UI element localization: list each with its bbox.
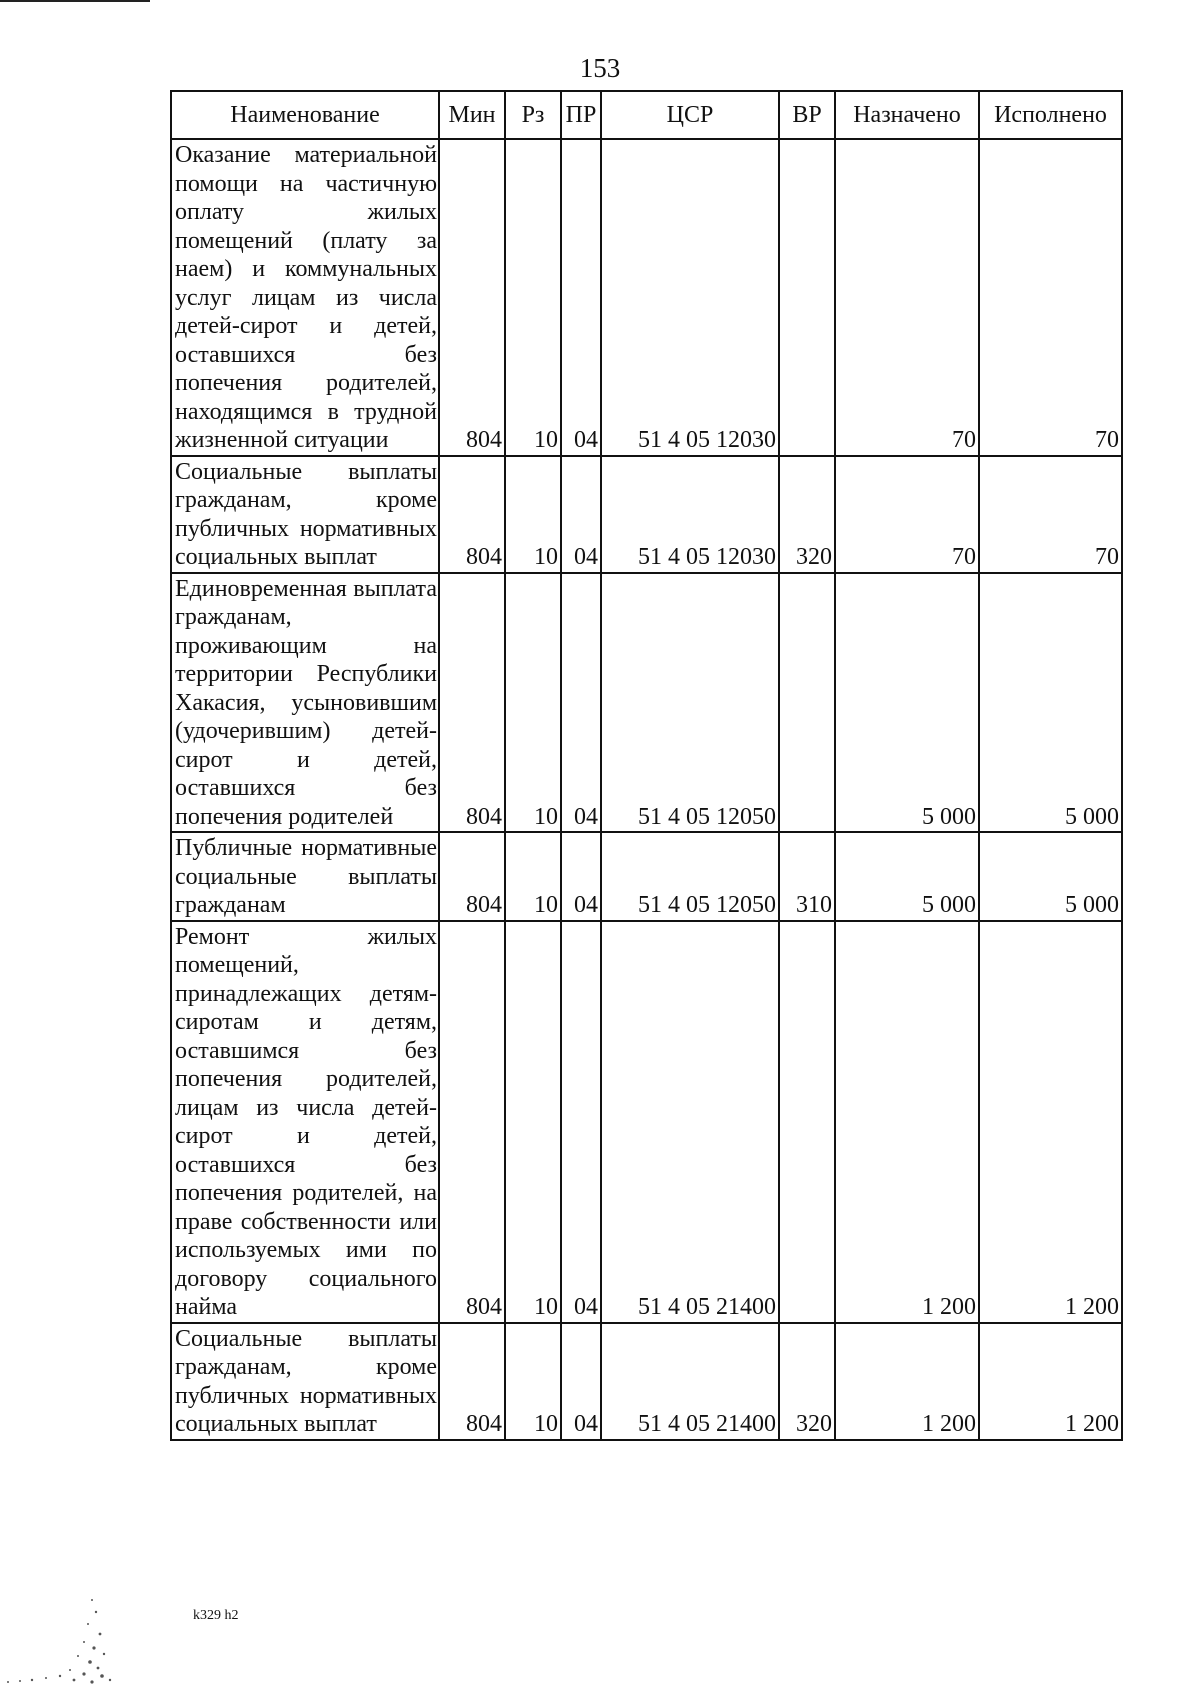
row-executed: 5 000 bbox=[979, 832, 1122, 921]
row-vr: 310 bbox=[779, 832, 835, 921]
row-min: 804 bbox=[439, 921, 505, 1323]
table-row bbox=[171, 139, 1122, 456]
row-vr: 320 bbox=[779, 1323, 835, 1440]
header-pr: ПР bbox=[561, 91, 601, 139]
row-pr: 04 bbox=[561, 832, 601, 921]
table-row bbox=[171, 921, 1122, 1323]
table-row bbox=[171, 1323, 1122, 1440]
row-executed: 70 bbox=[979, 456, 1122, 573]
row-rz: 10 bbox=[505, 139, 561, 456]
page-number: 153 bbox=[579, 53, 621, 83]
scan-noise-speckles bbox=[0, 1590, 130, 1686]
row-name: Социальные выплаты гражданам, кроме публичных нормативных социальных выплат bbox=[171, 1323, 439, 1440]
row-assigned: 1 200 bbox=[835, 921, 979, 1323]
row-assigned: 1 200 bbox=[835, 1323, 979, 1440]
table-row bbox=[171, 832, 1122, 921]
header-vr: ВР bbox=[779, 91, 835, 139]
row-vr bbox=[779, 921, 835, 1323]
row-name: Публичные нормативные социальные выплаты гражданам bbox=[171, 832, 439, 921]
row-vr bbox=[779, 573, 835, 833]
row-executed: 70 bbox=[979, 139, 1122, 456]
row-csr: 51 4 05 12030 bbox=[601, 139, 779, 456]
row-assigned: 5 000 bbox=[835, 573, 979, 833]
row-name: Оказание материальной помощи на частичную оплату жилых помещений (плату за наем) и коммунальных услуг лицам из числа детей-сирот и детей, оставшихся без попечения родителей, находящимся в трудной жизненной ситуации bbox=[171, 139, 439, 456]
header-rz: Рз bbox=[505, 91, 561, 139]
header-csr: ЦСР bbox=[601, 91, 779, 139]
row-csr: 51 4 05 12050 bbox=[601, 573, 779, 833]
row-rz: 10 bbox=[505, 456, 561, 573]
header-min: Мин bbox=[439, 91, 505, 139]
row-rz: 10 bbox=[505, 573, 561, 833]
row-min: 804 bbox=[439, 139, 505, 456]
row-csr: 51 4 05 12030 bbox=[601, 456, 779, 573]
row-csr: 51 4 05 12050 bbox=[601, 832, 779, 921]
row-min: 804 bbox=[439, 573, 505, 833]
table-row bbox=[171, 573, 1122, 833]
row-min: 804 bbox=[439, 832, 505, 921]
row-name: Единовременная выплата гражданам, проживающим на территории Республики Хакасия, усыновившим (удочерившим) детей-сирот и детей, оставшихся без попечения родителей bbox=[171, 573, 439, 833]
header-name: Наименование bbox=[171, 91, 439, 139]
row-min: 804 bbox=[439, 1323, 505, 1440]
row-name: Ремонт жилых помещений, принадлежащих детям-сиротам и детям, оставшимся без попечения родителей, лицам из числа детей-сирот и детей, оставшихся без попечения родителей, на праве собственности или используемых ими по договору социального найма bbox=[171, 921, 439, 1323]
scan-edge-line bbox=[0, 0, 150, 2]
row-pr: 04 bbox=[561, 139, 601, 456]
row-pr: 04 bbox=[561, 921, 601, 1323]
row-name: Социальные выплаты гражданам, кроме публичных нормативных социальных выплат bbox=[171, 456, 439, 573]
header-executed: Исполнено bbox=[979, 91, 1122, 139]
row-assigned: 70 bbox=[835, 456, 979, 573]
row-rz: 10 bbox=[505, 1323, 561, 1440]
row-rz: 10 bbox=[505, 921, 561, 1323]
row-assigned: 70 bbox=[835, 139, 979, 456]
row-vr: 320 bbox=[779, 456, 835, 573]
row-rz: 10 bbox=[505, 832, 561, 921]
row-executed: 5 000 bbox=[979, 573, 1122, 833]
table-row bbox=[171, 456, 1122, 573]
row-assigned: 5 000 bbox=[835, 832, 979, 921]
budget-table bbox=[170, 90, 1123, 1441]
header-assigned: Назначено bbox=[835, 91, 979, 139]
row-pr: 04 bbox=[561, 573, 601, 833]
row-pr: 04 bbox=[561, 456, 601, 573]
row-executed: 1 200 bbox=[979, 1323, 1122, 1440]
row-pr: 04 bbox=[561, 1323, 601, 1440]
table-header-row bbox=[171, 91, 1122, 139]
row-min: 804 bbox=[439, 456, 505, 573]
row-executed: 1 200 bbox=[979, 921, 1122, 1323]
row-csr: 51 4 05 21400 bbox=[601, 1323, 779, 1440]
row-csr: 51 4 05 21400 bbox=[601, 921, 779, 1323]
footer-document-code: k329 h2 bbox=[193, 1608, 239, 1623]
row-vr bbox=[779, 139, 835, 456]
